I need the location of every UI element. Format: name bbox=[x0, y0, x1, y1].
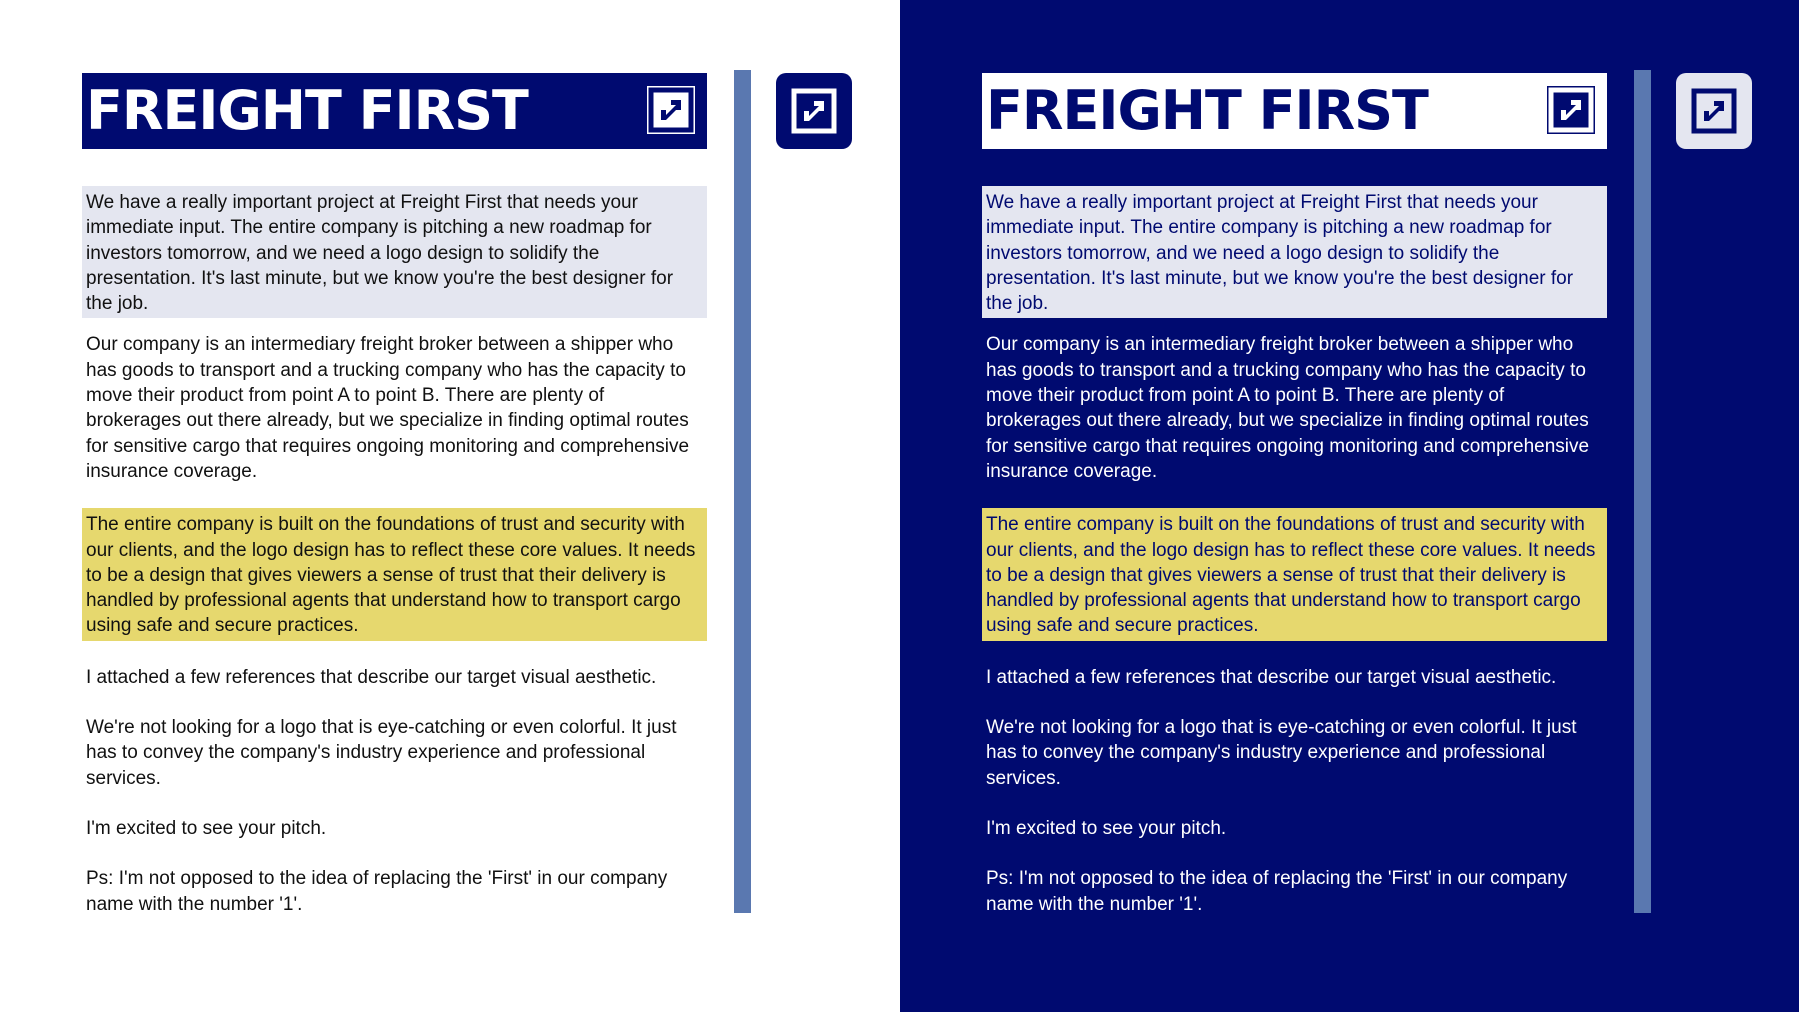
references-paragraph: I attached a few references that describe our target visual aesthetic. bbox=[986, 666, 1557, 688]
title-bar bbox=[82, 73, 707, 149]
dark-theme-panel bbox=[900, 0, 1799, 1012]
style-paragraph: We're not looking for a logo that is eye-catching or even colorful. It just has to convey the company's industry experience and professional services. bbox=[986, 717, 1577, 789]
external-link-icon[interactable] bbox=[1676, 73, 1752, 149]
scrollbar[interactable] bbox=[1634, 70, 1651, 913]
brief-card-dark bbox=[982, 73, 1607, 917]
style-paragraph: We're not looking for a logo that is eye-catching or even colorful. It just has to convey the company's industry experience and professional services. bbox=[86, 717, 677, 789]
closing-paragraph: I'm excited to see your pitch. bbox=[86, 817, 327, 839]
ps-paragraph: Ps: I'm not opposed to the idea of replacing the 'First' in our company name with the number '1'. bbox=[986, 868, 1568, 915]
values-paragraph: The entire company is built on the foundations of trust and security with our clients, and the logo design has to reflect these core values. It needs to be a design that gives viewers a sense of trust that their delivery is handled by professional agents that understand how to transport cargo using safe and secure practices. bbox=[82, 508, 707, 640]
intro-paragraph: We have a really important project at Freight First that needs your immediate input. The entire company is pitching a new roadmap for investors tomorrow, and we need a logo design to solidify the presentation. It's last minute, but we know you're the best designer for the job. bbox=[82, 186, 707, 318]
scrollbar[interactable] bbox=[734, 70, 751, 913]
external-link-icon[interactable] bbox=[1547, 86, 1595, 134]
page-title: FREIGHT FIRST bbox=[86, 79, 528, 142]
external-link-icon[interactable] bbox=[647, 86, 695, 134]
page-title: FREIGHT FIRST bbox=[986, 79, 1428, 142]
external-link-icon[interactable] bbox=[776, 73, 852, 149]
company-paragraph: Our company is an intermediary freight broker between a shipper who has goods to transport and a trucking company who has the capacity to move their product from point A to point B. There are plenty of brokerages out there already, but we specialize in finding optimal routes for sensitive cargo that requires ongoing monitoring and comprehensive insurance coverage. bbox=[86, 334, 690, 482]
ps-paragraph: Ps: I'm not opposed to the idea of replacing the 'First' in our company name with the number '1'. bbox=[86, 868, 668, 915]
closing-paragraph: I'm excited to see your pitch. bbox=[986, 817, 1227, 839]
references-paragraph: I attached a few references that describe our target visual aesthetic. bbox=[86, 666, 657, 688]
brief-card-light bbox=[82, 73, 707, 917]
intro-paragraph: We have a really important project at Freight First that needs your immediate input. The entire company is pitching a new roadmap for investors tomorrow, and we need a logo design to solidify the presentation. It's last minute, but we know you're the best designer for the job. bbox=[982, 186, 1607, 318]
title-bar bbox=[982, 73, 1607, 149]
values-paragraph: The entire company is built on the foundations of trust and security with our clients, and the logo design has to reflect these core values. It needs to be a design that gives viewers a sense of trust that their delivery is handled by professional agents that understand how to transport cargo using safe and secure practices. bbox=[982, 508, 1607, 640]
company-paragraph: Our company is an intermediary freight broker between a shipper who has goods to transport and a trucking company who has the capacity to move their product from point A to point B. There are plenty of brokerages out there already, but we specialize in finding optimal routes for sensitive cargo that requires ongoing monitoring and comprehensive insurance coverage. bbox=[986, 334, 1590, 482]
